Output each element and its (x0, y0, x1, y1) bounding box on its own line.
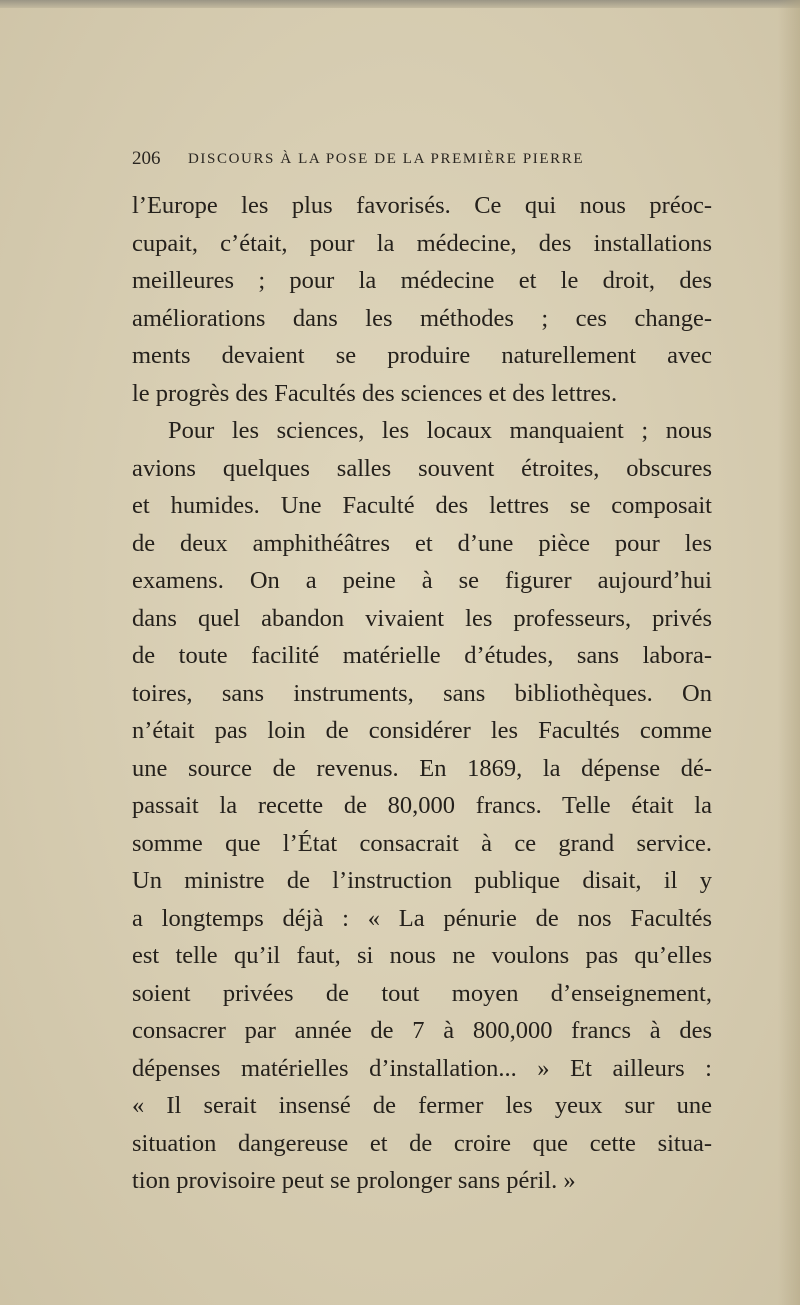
text-line: situation dangereuse et de croire que cette situa- (132, 1129, 712, 1157)
text-line: de deux amphithéâtres et d’une pièce pour les (132, 529, 712, 557)
text-line: ments devaient se produire naturellement avec (132, 342, 712, 369)
running-header (132, 148, 712, 174)
text-line: examens. On a peine à se figurer aujourd’hui (132, 567, 712, 594)
text-line: consacrer par année de 7 à 800,000 francs à des (132, 1017, 712, 1044)
text-line: améliorations dans les méthodes ; ces change- (132, 304, 712, 332)
text-line: et humides. Une Faculté des lettres se composait (132, 492, 712, 519)
running-title: DISCOURS À LA POSE DE LA PREMIÈRE PIERRE (188, 151, 585, 167)
text-line: somme que l’État consacrait à ce grand service. (132, 829, 712, 857)
text-line: passait la recette de 80,000 francs. Telle était la (132, 792, 712, 819)
text-line: avions quelques salles souvent étroites, obscures (132, 454, 712, 482)
text-line: est telle qu’il faut, si nous ne voulons pas qu’elles (132, 942, 712, 969)
text-line: cupait, c’était, pour la médecine, des installations (132, 229, 712, 257)
text-line: toires, sans instruments, sans bibliothèques. On (132, 679, 712, 707)
text-line: le progrès des Facultés des sciences et des lettres. (132, 379, 618, 407)
text-line: soient privées de tout moyen d’enseignement, (132, 979, 712, 1007)
text-line: de toute facilité matérielle d’études, sans labora- (132, 642, 712, 669)
text-line: Un ministre de l’instruction publique disait, il y (132, 867, 712, 894)
text-line: Pour les sciences, les locaux manquaient ; nous (168, 417, 712, 444)
text-line: « Il serait insensé de fermer les yeux sur une (132, 1092, 712, 1119)
body-text (132, 187, 712, 1200)
text-line: meilleures ; pour la médecine et le droit, des (132, 267, 712, 294)
text-line: a longtemps déjà : « La pénurie de nos Facultés (132, 904, 712, 932)
text-line: tion provisoire peut se prolonger sans péril. » (132, 1167, 576, 1194)
text-line: l’Europe les plus favorisés. Ce qui nous préoc- (132, 192, 712, 219)
page-right-edge (778, 0, 800, 1305)
text-line: n’était pas loin de considérer les Facultés comme (132, 717, 712, 744)
text-line: dépenses matérielles d’installation... » Et ailleurs : (132, 1054, 712, 1082)
text-line: dans quel abandon vivaient les professeurs, privés (132, 604, 712, 632)
text-line: une source de revenus. En 1869, la dépense dé- (132, 754, 712, 782)
page-number: 206 (132, 148, 161, 169)
page-top-edge (0, 0, 800, 8)
